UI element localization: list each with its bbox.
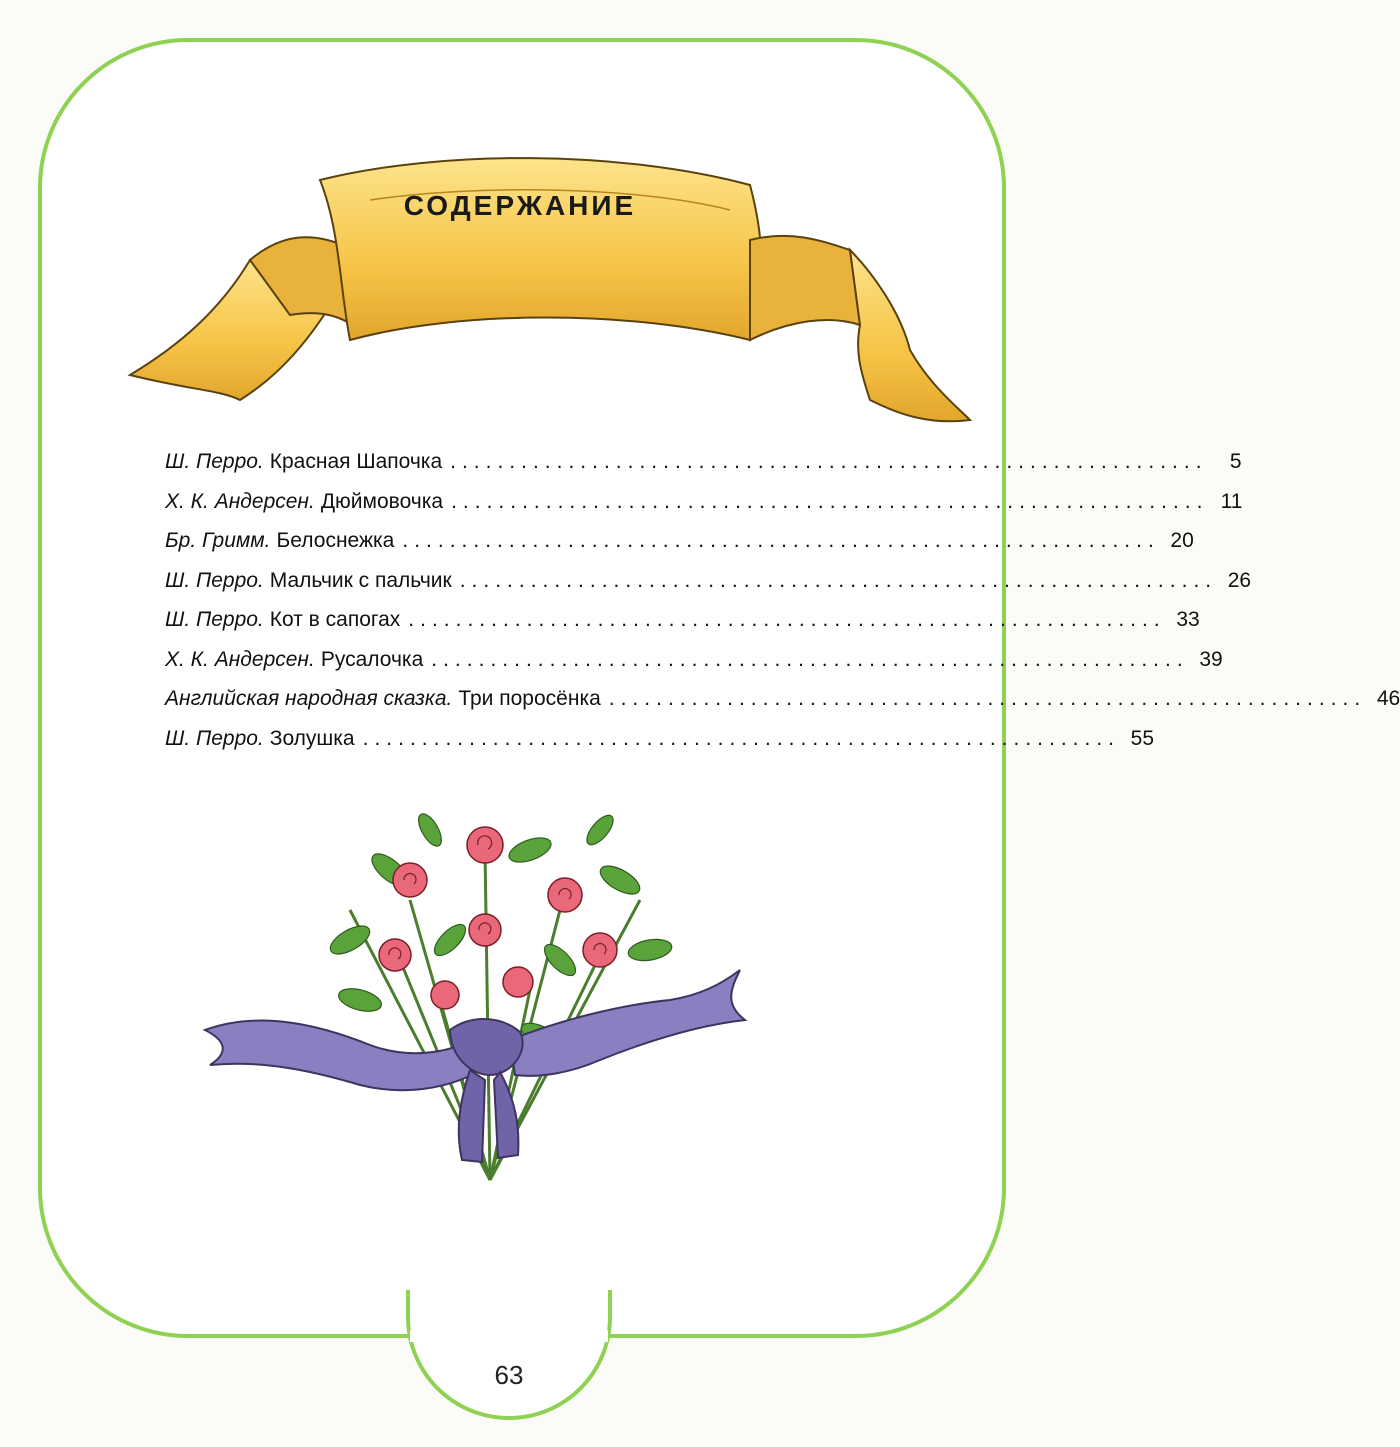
toc-leader-dots: ................................................................ (608, 687, 1367, 710)
toc-leader-dots: ................................................................ (451, 489, 1209, 513)
table-of-contents (165, 450, 1400, 766)
contents-heading: СОДЕРЖАНИЕ (403, 190, 637, 221)
toc-title: Красная Шапочка (269, 450, 443, 473)
toc-entry[interactable] (165, 489, 1243, 530)
toc-title: Русалочка (320, 647, 424, 671)
page-number-tab (406, 1290, 612, 1420)
toc-page-number: 11 (1220, 489, 1243, 513)
toc-author: Х. К. Андерсен. (165, 489, 315, 513)
toc-entry[interactable] (165, 726, 1155, 767)
toc-title: Кот в сапогах (269, 608, 401, 631)
toc-title: Мальчик с пальчик (269, 568, 452, 592)
toc-leader-dots: ................................................................ (459, 568, 1218, 592)
toc-author: Ш. Перро. (165, 568, 264, 592)
toc-leader-dots: ................................................................ (402, 529, 1160, 552)
toc-author: Бр. Гримм. (165, 529, 271, 552)
toc-leader-dots: ................................................................ (362, 726, 1121, 750)
toc-title: Золушка (269, 726, 355, 750)
page-number: 63 (494, 1360, 524, 1390)
toc-title: Дюймовочка (320, 489, 444, 513)
toc-entry[interactable] (165, 647, 1223, 688)
toc-entry[interactable] (165, 608, 1200, 648)
toc-author: Х. К. Андерсен. (165, 647, 315, 671)
toc-entry[interactable] (165, 529, 1194, 569)
toc-leader-dots: ................................................................ (431, 647, 1189, 671)
toc-leader-dots: ................................................................ (450, 450, 1208, 473)
toc-author: Ш. Перро. (165, 726, 264, 750)
toc-title: Три поросёнка (458, 687, 601, 710)
toc-author: Ш. Перро. (165, 450, 264, 473)
toc-page-number: 55 (1130, 726, 1155, 750)
toc-author: Ш. Перро. (165, 608, 264, 631)
toc-author: Английская народная сказка. (165, 687, 453, 710)
toc-title: Белоснежка (276, 529, 395, 552)
ribbon-banner-illustration (110, 140, 970, 440)
toc-page-number: 39 (1199, 647, 1223, 671)
toc-entry[interactable] (165, 568, 1252, 609)
toc-entry[interactable] (165, 450, 1242, 490)
toc-page-number: 5 (1229, 450, 1242, 473)
toc-page-number: 46 (1376, 687, 1400, 710)
toc-leader-dots: ................................................................ (408, 608, 1166, 631)
toc-page-number: 33 (1176, 608, 1200, 631)
toc-entry[interactable] (165, 687, 1400, 727)
rose-bouquet-illustration (200, 790, 760, 1190)
toc-page-number: 20 (1170, 529, 1194, 552)
toc-page-number: 26 (1227, 568, 1252, 592)
